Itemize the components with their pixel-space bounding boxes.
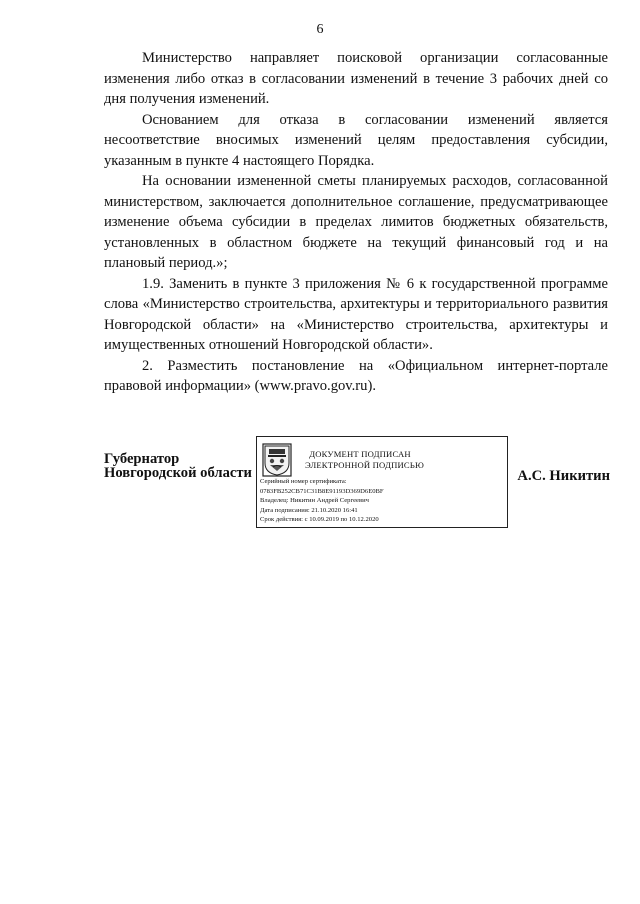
certificate-serial-value: 0783FB252CB71C31B8E91193D369D6E0BF (260, 487, 384, 495)
stamp-title-line1: ДОКУМЕНТ ПОДПИСАН (309, 449, 411, 459)
paragraph-item-2: 2. Разместить постановление на «Официальном интернет-портале правовой информации» (www.pravo.gov.ru). (104, 357, 608, 394)
signer-position-line2: Новгородской области (104, 465, 252, 481)
page-number: 6 (316, 22, 324, 37)
certificate-owner: Владелец: Никитин Андрей Сергеевич (260, 497, 369, 505)
paragraph-item-1-9: 1.9. Заменить в пункте 3 приложения № 6 к государственной программе слова «Министерство строительства, архитектуры и территориального развития Новгородской области» на «Министерство строительства, архитектуры и имущественных отношений Новгородской области». (104, 275, 608, 353)
stamp-title-line2: ЭЛЕКТРОННОЙ ПОДПИСЬЮ (305, 460, 425, 470)
electronic-signature-stamp (256, 436, 508, 528)
document-body (104, 48, 608, 397)
signature-block (104, 436, 610, 536)
paragraph-refusal-grounds: Основанием для отказа в согласовании изменений является несоответствие вносимых изменений целям предоставления субсидии, указанным в пункте 4 настоящего Порядка. (104, 111, 608, 169)
stamp-details (260, 477, 384, 525)
paragraph-additional-agreement: На основании измененной сметы планируемых расходов, согласованной министерством, заключается дополнительное соглашение, предусматривающее изменение объема субсидии в пределах лимитов бюджетных обязательств, установленных в областном бюджете на текущий финансовый год и на плановый период.»; (104, 173, 608, 271)
signer-position (104, 452, 252, 480)
certificate-validity: Срок действия: с 10.09.2019 по 10.12.2020 (260, 516, 379, 524)
certificate-serial-label: Серийный номер сертификата: (260, 478, 347, 485)
signer-name: А.С. Никитин (517, 468, 610, 484)
coat-of-arms-icon (262, 443, 292, 477)
stamp-title (305, 449, 425, 471)
signing-date: Дата подписания: 21.10.2020 16:41 (260, 506, 358, 514)
paragraph-ministry-response: Министерство направляет поисковой организации согласованные изменения либо отказ в согласовании изменений в течение 3 рабочих дней со дня получения изменений. (104, 50, 608, 107)
signer-position-line1: Губернатор (104, 451, 180, 467)
